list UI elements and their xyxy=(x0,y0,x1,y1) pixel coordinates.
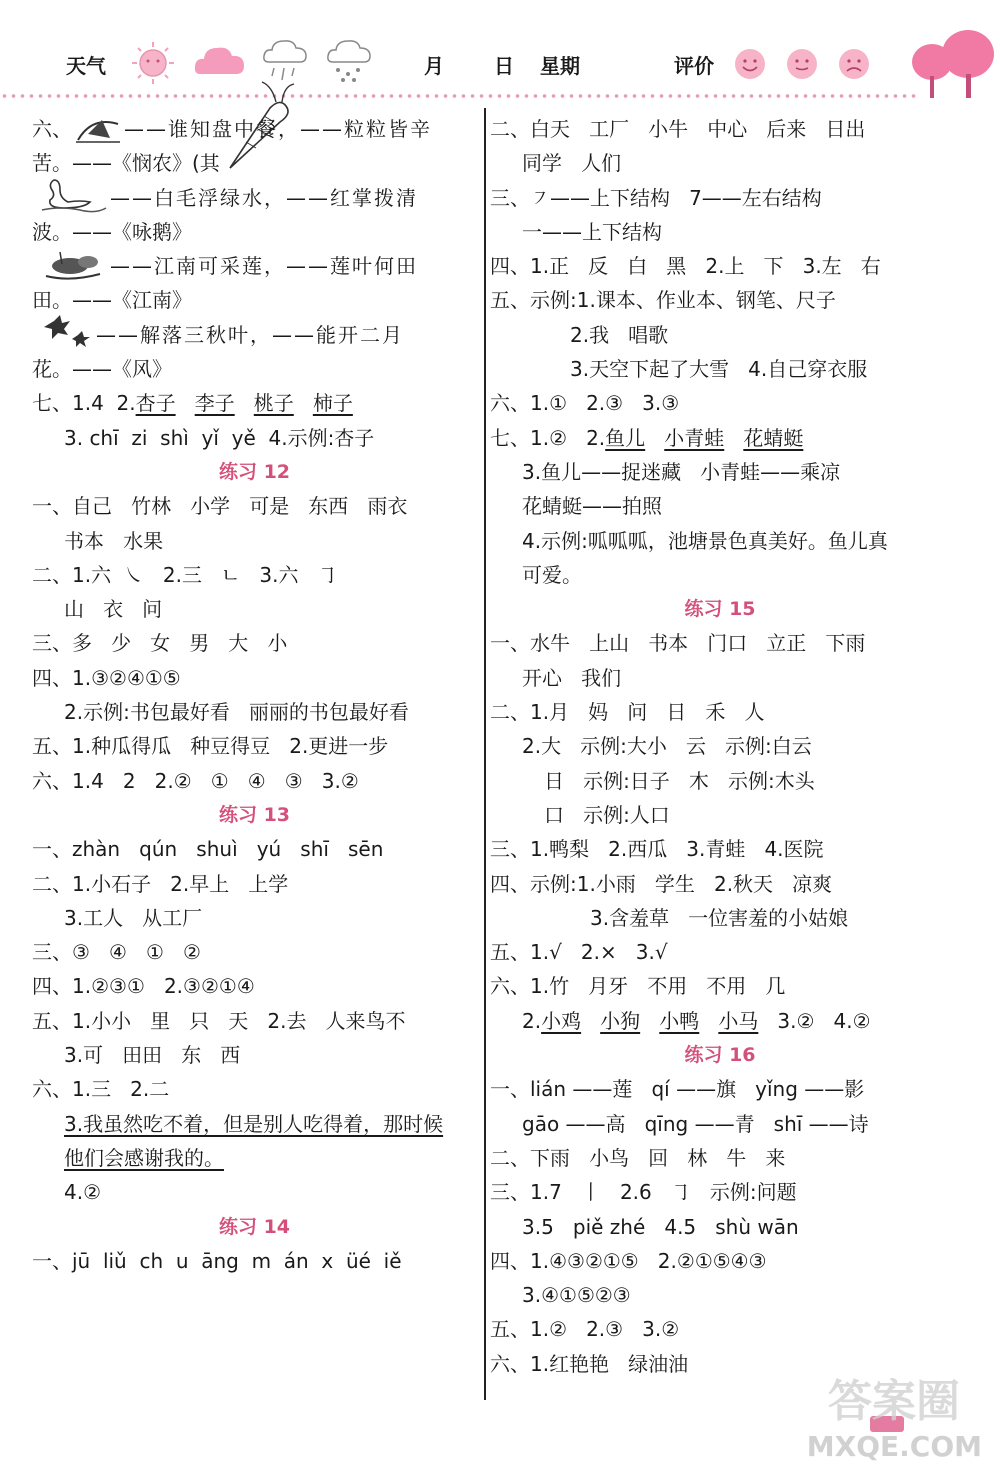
sad-face-icon[interactable] xyxy=(836,46,872,82)
underlined-answer: 3.我虽然吃不着，但是别人吃得着，那时候 xyxy=(64,1111,444,1136)
underlined-answer: 小青蛙 xyxy=(664,425,725,450)
section-title: 练习 12 xyxy=(218,460,291,483)
section-title: 练习 13 xyxy=(218,803,291,826)
trees-icon xyxy=(906,28,998,100)
underlined-answer: 杏子 xyxy=(135,391,176,416)
left-column xyxy=(32,112,477,1278)
answer-line: 二、1.六 ㇏ 2.三 ㄴ 3.六 ㇆ xyxy=(32,562,338,587)
answer-line: 苦。——《悯农》(其 xyxy=(32,151,220,176)
sun-icon xyxy=(130,40,176,86)
weather-label: 天气 xyxy=(66,54,106,78)
poem-line: ——白毛浮绿水，——红掌拨清 xyxy=(110,185,418,210)
answer-line: 可爱。 xyxy=(522,562,582,587)
underlined-answer: 花蜻蜓 xyxy=(743,425,804,450)
answer-line: 二、下雨 小鸟 回 林 牛 来 xyxy=(490,1145,786,1170)
lotus-boat-icon xyxy=(40,248,110,284)
underlined-answer: 小鸡 xyxy=(541,1008,582,1033)
poem-line: ——谁知盘中餐，——粒粒皆辛 xyxy=(124,117,432,141)
answer-text: 七、1.4 2. xyxy=(32,391,136,416)
answer-line: 五、示例:1.课本、作业本、钢笔、尺子 xyxy=(490,288,836,313)
answer-line: 3.鱼儿——捉迷藏 小青蛙——乘凉 xyxy=(522,459,841,484)
answer-line: 3.5 piě zhé 4.5 shù wān xyxy=(522,1214,799,1239)
answer-line: 三、㇇——上下结构 7——左右结构 xyxy=(490,185,822,210)
answer-line xyxy=(32,318,477,352)
section-title: 练习 14 xyxy=(218,1215,291,1238)
answer-line: 3.工人 从工厂 xyxy=(64,905,203,930)
day-label: 日 xyxy=(494,54,514,78)
weekday-label: 星期 xyxy=(540,54,580,78)
answer-line: 一——上下结构 xyxy=(522,219,662,244)
answer-line xyxy=(490,421,950,455)
answer-line: 书本 水果 xyxy=(64,528,164,553)
answer-text: 2. xyxy=(522,1008,542,1033)
answer-line: 2.大 示例:大小 云 示例:白云 xyxy=(522,734,812,759)
underlined-answer: 小狗 xyxy=(600,1008,641,1033)
cloud-icon xyxy=(192,40,248,80)
answer-text: 3.② 4.② xyxy=(777,1008,871,1033)
watermark-logo: 答案圈 xyxy=(828,1376,960,1427)
right-column xyxy=(490,112,950,1381)
answer-line xyxy=(32,1141,477,1175)
answer-line xyxy=(32,112,477,146)
answer-line: 4.示例:呱呱呱，池塘景色真美好。鱼儿真 xyxy=(522,528,888,553)
answer-line: 四、1.正 反 白 黑 2.上 下 3.左 右 xyxy=(490,254,881,279)
answer-line: 四、1.②③① 2.③②①④ xyxy=(32,974,255,999)
answer-line: 一、自己 竹林 小学 可是 东西 雨衣 xyxy=(32,494,408,519)
happy-face-icon[interactable] xyxy=(732,46,768,82)
underlined-answer: 他们会感谢我的。 xyxy=(64,1145,224,1170)
answer-line: 六、1.竹 月牙 不用 不用 几 xyxy=(490,974,786,999)
answer-line: 四、1.③②④①⑤ xyxy=(32,665,181,690)
month-label: 月 xyxy=(424,54,444,78)
answer-line xyxy=(32,1107,477,1141)
answer-line: 花蜻蜓——拍照 xyxy=(522,494,662,519)
answer-line: 2.我 唱歌 xyxy=(570,322,669,347)
underlined-answer: 柿子 xyxy=(312,391,353,416)
answer-line: gāo ——高 qīng ——青 shī ——诗 xyxy=(522,1111,869,1136)
answer-line: 六、1.4 2 2.② ① ④ ③ 3.② xyxy=(32,768,359,793)
answer-line: 4.② xyxy=(64,1180,102,1205)
header-dotted-line xyxy=(0,92,920,100)
underlined-answer: 李子 xyxy=(194,391,235,416)
answer-line: 一、水牛 上山 书本 门口 立正 下雨 xyxy=(490,631,866,656)
answer-line: 3.可 田田 东 西 xyxy=(64,1043,241,1068)
answer-line xyxy=(32,181,477,215)
answer-line: 二、1.小石子 2.早上 上学 xyxy=(32,871,289,896)
answer-line: 田。——《江南》 xyxy=(32,288,192,313)
section-number: 六、 xyxy=(32,117,72,141)
answer-line: 3.含羞草 一位害羞的小姑娘 xyxy=(590,905,849,930)
rice-farmer-icon xyxy=(72,112,124,146)
answer-line: 五、1.小小 里 只 天 2.去 人来鸟不 xyxy=(32,1008,406,1033)
underlined-answer: 鱼儿 xyxy=(605,425,646,450)
answer-line: 三、多 少 女 男 大 小 xyxy=(32,631,288,656)
answer-line xyxy=(32,249,477,283)
answer-line: 山 衣 问 xyxy=(64,597,163,622)
answer-line: 六、1.① 2.③ 3.③ xyxy=(490,391,680,416)
page-header xyxy=(0,0,1000,100)
answer-line: 五、1.√ 2.× 3.√ xyxy=(490,940,668,965)
answer-line: 二、1.月 妈 问 日 禾 人 xyxy=(490,700,765,725)
answer-line: 同学 人们 xyxy=(522,151,622,176)
underlined-answer: 小马 xyxy=(718,1008,759,1033)
answer-line: 开心 我们 xyxy=(522,665,622,690)
answer-line: 口 示例:人口 xyxy=(544,802,670,827)
watermark-url: MXQE.COM xyxy=(806,1430,982,1463)
answer-line: 波。——《咏鹅》 xyxy=(32,219,192,244)
answer-line: 三、③ ④ ① ② xyxy=(32,940,201,965)
section-title: 练习 16 xyxy=(684,1044,756,1067)
answer-line: 四、1.④③②①⑤ 2.②①⑤④③ xyxy=(490,1248,767,1273)
goose-icon xyxy=(40,174,110,214)
answer-line: 3. chī zi shì yǐ yě 4.示例:杏子 xyxy=(64,425,375,450)
answer-line: 六、1.红艳艳 绿油油 xyxy=(490,1351,689,1376)
answer-line: 三、1.7 丨 2.6 ㇆ 示例:问题 xyxy=(490,1180,797,1205)
poem-line: ——解落三秋叶，——能开二月 xyxy=(96,322,404,347)
snow-cloud-icon xyxy=(326,36,372,88)
answer-line xyxy=(490,1004,950,1038)
answer-line: 花。——《风》 xyxy=(32,357,172,382)
rating-label: 评价 xyxy=(674,54,714,78)
answer-line: 一、lián ——莲 qí ——旗 yǐng ——影 xyxy=(490,1077,865,1102)
answer-line: 四、示例:1.小雨 学生 2.秋天 凉爽 xyxy=(490,871,833,896)
section-title: 练习 15 xyxy=(684,598,756,621)
answer-line: 日 示例:日子 木 示例:木头 xyxy=(544,768,815,793)
answer-line: 3.④①⑤②③ xyxy=(522,1283,631,1308)
answer-line: 六、1.三 2.二 xyxy=(32,1077,170,1102)
answer-line: 二、白天 工厂 小牛 中心 后来 日出 xyxy=(490,117,866,141)
answer-line: 3.天空下起了大雪 4.自己穿衣服 xyxy=(570,357,868,382)
answer-line xyxy=(32,386,477,420)
answer-line: 五、1.种瓜得瓜 种豆得豆 2.更进一步 xyxy=(32,734,389,759)
answer-line: 一、zhàn qún shuì yú shī sēn xyxy=(32,837,384,862)
answer-line: 五、1.② 2.③ 3.② xyxy=(490,1317,680,1342)
underlined-answer: 桃子 xyxy=(253,391,294,416)
falling-leaves-icon xyxy=(40,311,96,351)
neutral-face-icon[interactable] xyxy=(784,46,820,82)
answer-line: 三、1.鸭梨 2.西瓜 3.青蛙 4.医院 xyxy=(490,837,824,862)
answer-text: 七、1.② 2. xyxy=(490,425,606,450)
poem-line: ——江南可采莲，——莲叶何田 xyxy=(110,254,418,279)
answer-line: 2.示例:书包最好看 丽丽的书包最好看 xyxy=(64,700,409,725)
column-divider xyxy=(484,108,486,1400)
underlined-answer: 小鸭 xyxy=(659,1008,700,1033)
answer-line: 一、jū liǔ ch u āng m án x üé iě xyxy=(32,1248,402,1273)
